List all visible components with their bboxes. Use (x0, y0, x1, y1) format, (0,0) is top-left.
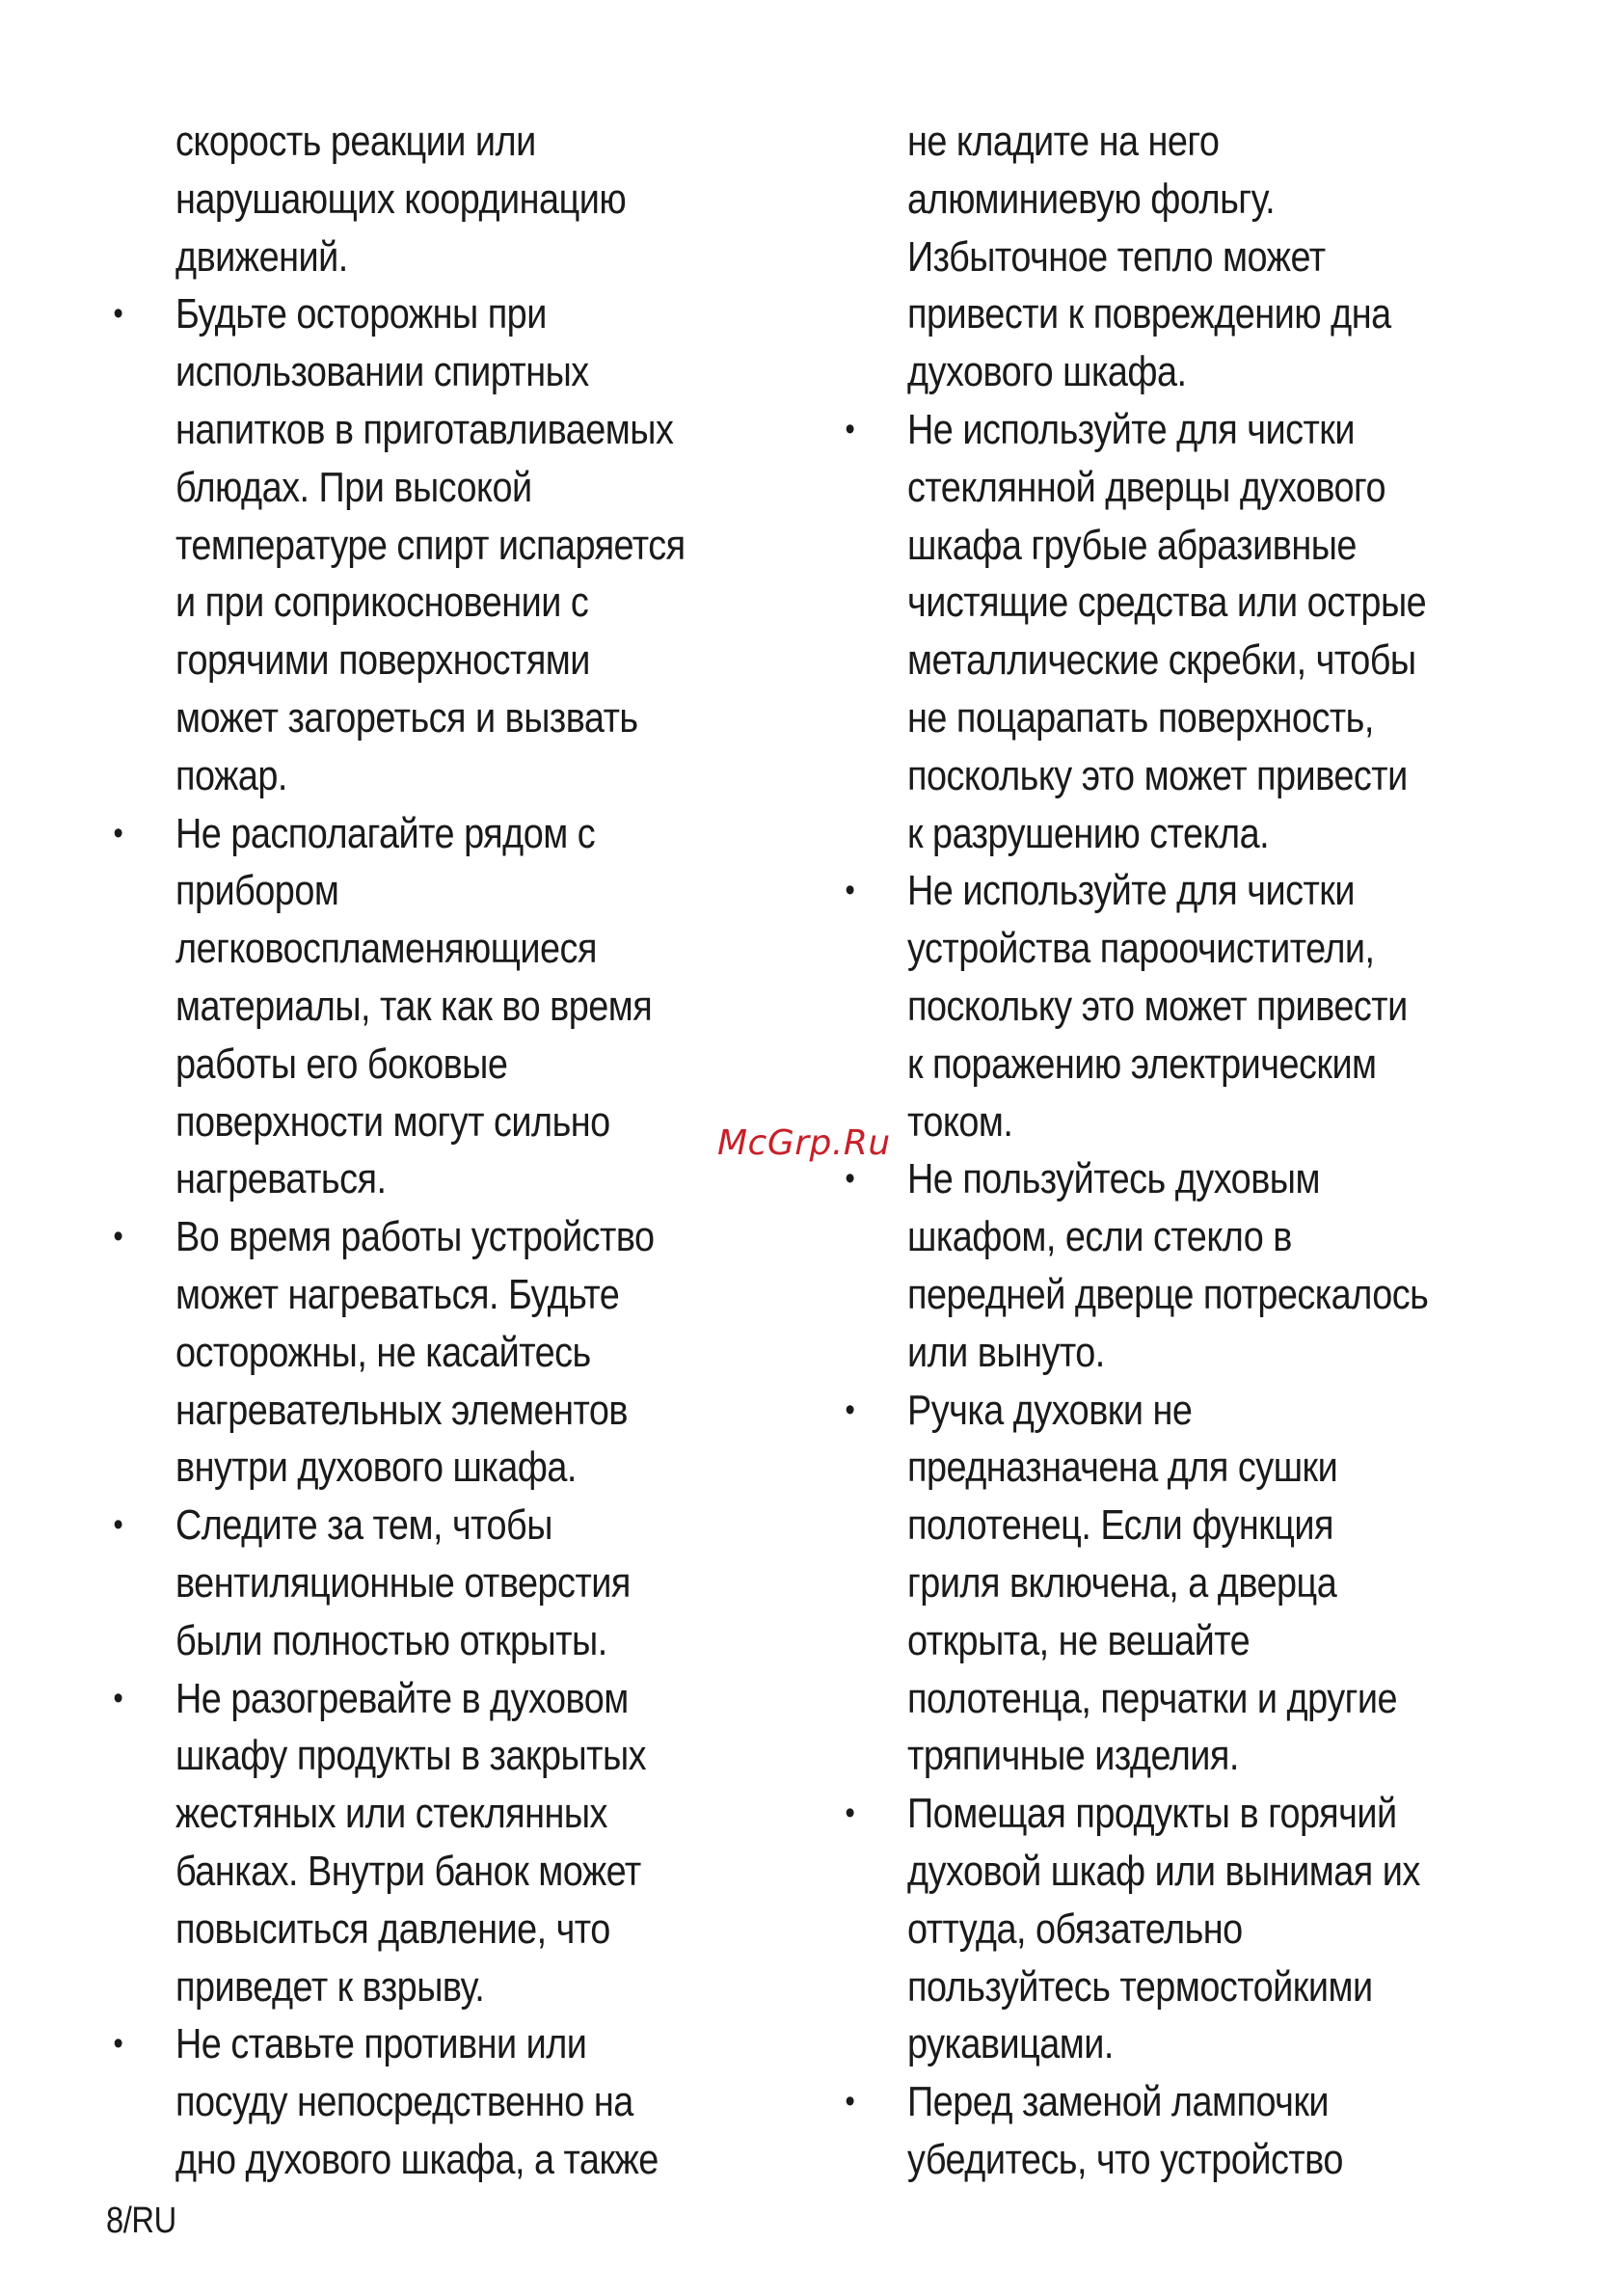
text-line (907, 285, 1438, 343)
bullet-marker: • (113, 2025, 123, 2063)
line-text: блюдах. При высокой (175, 463, 532, 511)
text-line (175, 1901, 706, 1958)
line-text: рукавицами. (907, 2020, 1114, 2068)
line-text: Не разогревайте в духовом (175, 1674, 629, 1722)
text-line (907, 574, 1438, 632)
text-line (175, 978, 706, 1036)
line-text: дно духового шкафа, а также (175, 2135, 659, 2183)
text-line (175, 1094, 706, 1151)
line-text: Помещая продукты в горячий (907, 1790, 1397, 1838)
text-line (113, 1670, 706, 1728)
text-line (175, 862, 706, 920)
text-line (907, 1958, 1438, 2016)
line-text: предназначена для сушки (907, 1444, 1338, 1492)
line-text: пожар. (175, 751, 287, 799)
bullet-marker: • (845, 1391, 855, 1428)
line-text: полотенца, перчатки и другие (907, 1674, 1398, 1722)
text-line (907, 1324, 1438, 1382)
line-text: передней дверце потрескалось (907, 1270, 1429, 1318)
right-text-column (845, 113, 1524, 2189)
left-text-column (113, 113, 793, 2189)
text-line (907, 1554, 1438, 1612)
text-line (845, 1785, 1438, 1843)
line-text: к разрушению стекла. (907, 809, 1270, 857)
line-text: легковоспламеняющиеся (175, 925, 597, 973)
line-text: оттуда, обязательно (907, 1904, 1243, 1953)
line-text: может нагреваться. Будьте (175, 1270, 620, 1318)
text-line (845, 2073, 1438, 2131)
text-line (175, 1324, 706, 1382)
text-line (845, 862, 1438, 920)
line-text: повыситься давление, что (175, 1904, 610, 1953)
text-line (907, 1036, 1438, 1094)
bullet-marker: • (113, 295, 123, 333)
line-text: шкафу продукты в закрытых (175, 1732, 647, 1780)
line-text: не кладите на него (907, 118, 1220, 165)
text-line (175, 1612, 706, 1670)
bullet-marker: • (113, 1506, 123, 1544)
text-line (907, 632, 1438, 689)
text-line (907, 2131, 1438, 2189)
line-text: Ручка духовки не (907, 1386, 1193, 1434)
text-line (175, 1266, 706, 1324)
line-text: нагреваться. (175, 1155, 387, 1203)
text-line (845, 1150, 1438, 1208)
line-text: к поражению электрическим (907, 1040, 1377, 1088)
line-text: шкафа грубые абразивные (907, 521, 1357, 569)
text-line (175, 171, 706, 229)
line-text: тряпичные изделия. (907, 1732, 1239, 1780)
line-text: Перед заменой лампочки (907, 2078, 1330, 2126)
line-text: чистящие средства или острые (907, 579, 1427, 627)
text-line (175, 574, 706, 632)
text-line (175, 1958, 706, 2016)
text-line (907, 1208, 1438, 1266)
line-text: нарушающих координацию (175, 175, 627, 223)
text-line (175, 229, 706, 286)
text-line (175, 1150, 706, 1208)
text-line (907, 1266, 1438, 1324)
line-text: скорость реакции или (175, 118, 536, 165)
bullet-marker: • (845, 1795, 855, 1832)
text-line (845, 401, 1438, 459)
text-line (907, 1439, 1438, 1497)
line-text: током. (907, 1097, 1013, 1146)
line-text: поверхности могут сильно (175, 1097, 610, 1146)
text-line (175, 1843, 706, 1901)
text-line (907, 1612, 1438, 1670)
text-line (175, 1036, 706, 1094)
text-line (175, 1554, 706, 1612)
text-line (907, 1901, 1438, 1958)
text-line (907, 1727, 1438, 1785)
text-line (907, 747, 1438, 805)
line-text: напитков в приготавливаемых (175, 405, 674, 453)
line-text: духовой шкаф или вынимая их (907, 1847, 1420, 1895)
text-line (175, 2131, 706, 2189)
line-text: материалы, так как во время (175, 982, 653, 1030)
line-text: или вынуто. (907, 1328, 1105, 1376)
line-text: стеклянной дверцы духового (907, 463, 1386, 511)
line-text: устройства пароочистители, (907, 925, 1375, 973)
line-text: шкафом, если стекло в (907, 1213, 1292, 1261)
line-text: нагревательных элементов (175, 1386, 628, 1434)
bullet-marker: • (113, 814, 123, 851)
line-text: полотенец. Если функция (907, 1501, 1333, 1550)
line-text: убедитесь, что устройство (907, 2135, 1343, 2183)
text-line (175, 1727, 706, 1785)
line-text: внутри духового шкафа. (175, 1444, 577, 1492)
text-line (175, 1439, 706, 1497)
line-text: Не ставьте противни или (175, 2020, 587, 2068)
text-line (175, 1382, 706, 1440)
text-line (113, 1208, 706, 1266)
line-text: прибором (175, 867, 339, 915)
line-text: гриля включена, а дверца (907, 1558, 1337, 1607)
text-line (907, 978, 1438, 1036)
text-line (907, 805, 1438, 863)
line-text: Избыточное тепло может (907, 232, 1326, 281)
text-line (845, 1382, 1438, 1440)
text-line (907, 1670, 1438, 1728)
line-text: банках. Внутри банок может (175, 1847, 641, 1895)
text-line (907, 113, 1438, 171)
line-text: были полностью открыты. (175, 1616, 607, 1664)
line-text: жестяных или стеклянных (175, 1790, 607, 1838)
line-text: Не используйте для чистки (907, 405, 1355, 453)
line-text: осторожны, не касайтесь (175, 1328, 591, 1376)
line-text: алюминиевую фольгу. (907, 175, 1276, 223)
line-text: не поцарапать поверхность, (907, 693, 1374, 742)
text-line (113, 285, 706, 343)
watermark: McGrp.Ru (717, 1123, 891, 1163)
text-line (175, 689, 706, 747)
line-text: работы его боковые (175, 1040, 508, 1088)
text-line (907, 2015, 1438, 2073)
text-line (113, 2015, 706, 2073)
line-text: Следите за тем, чтобы (175, 1501, 552, 1550)
line-text: Во время работы устройство (175, 1213, 655, 1261)
line-text: поскольку это может привести (907, 982, 1408, 1030)
text-line (113, 805, 706, 863)
bullet-marker: • (113, 1679, 123, 1716)
text-line (175, 401, 706, 459)
text-line (907, 920, 1438, 978)
line-text: Не пользуйтесь духовым (907, 1155, 1320, 1203)
line-text: посуду непосредственно на (175, 2078, 633, 2126)
text-line (907, 171, 1438, 229)
text-line (175, 459, 706, 517)
text-line (907, 517, 1438, 575)
line-text: вентиляционные отверстия (175, 1558, 631, 1607)
line-text: Не используйте для чистки (907, 867, 1355, 915)
line-text: использовании спиртных (175, 348, 589, 396)
bullet-marker: • (845, 1160, 855, 1198)
text-line (175, 747, 706, 805)
text-line (175, 517, 706, 575)
line-text: открыта, не вешайте (907, 1616, 1251, 1664)
line-text: температуре спирт испаряется (175, 521, 686, 569)
text-line (175, 343, 706, 401)
line-text: горячими поверхностями (175, 636, 590, 685)
text-line (175, 113, 706, 171)
text-line (175, 920, 706, 978)
text-line (175, 632, 706, 689)
line-text: металлические скребки, чтобы (907, 636, 1416, 685)
line-text: поскольку это может привести (907, 751, 1408, 799)
line-text: движений. (175, 232, 348, 281)
line-text: духового шкафа. (907, 348, 1187, 396)
line-text: пользуйтесь термостойкими (907, 1962, 1373, 2011)
text-line (907, 1843, 1438, 1901)
text-line (907, 229, 1438, 286)
text-line (907, 343, 1438, 401)
page-number: 8/RU (106, 2201, 176, 2241)
bullet-marker: • (113, 1218, 123, 1256)
text-line (175, 2073, 706, 2131)
bullet-marker: • (845, 872, 855, 909)
line-text: приведет к взрыву. (175, 1962, 485, 2011)
bullet-marker: • (845, 410, 855, 447)
line-text: Будьте осторожны при (175, 290, 547, 338)
text-line (907, 459, 1438, 517)
text-line (113, 1497, 706, 1554)
line-text: и при соприкосновении с (175, 579, 589, 627)
line-text: Не располагайте рядом с (175, 809, 596, 857)
line-text: может загореться и вызвать (175, 693, 638, 742)
bullet-marker: • (845, 2083, 855, 2120)
text-line (907, 1497, 1438, 1554)
text-line (907, 1094, 1438, 1151)
line-text: привести к повреждению дна (907, 290, 1391, 338)
text-line (907, 689, 1438, 747)
text-line (175, 1785, 706, 1843)
